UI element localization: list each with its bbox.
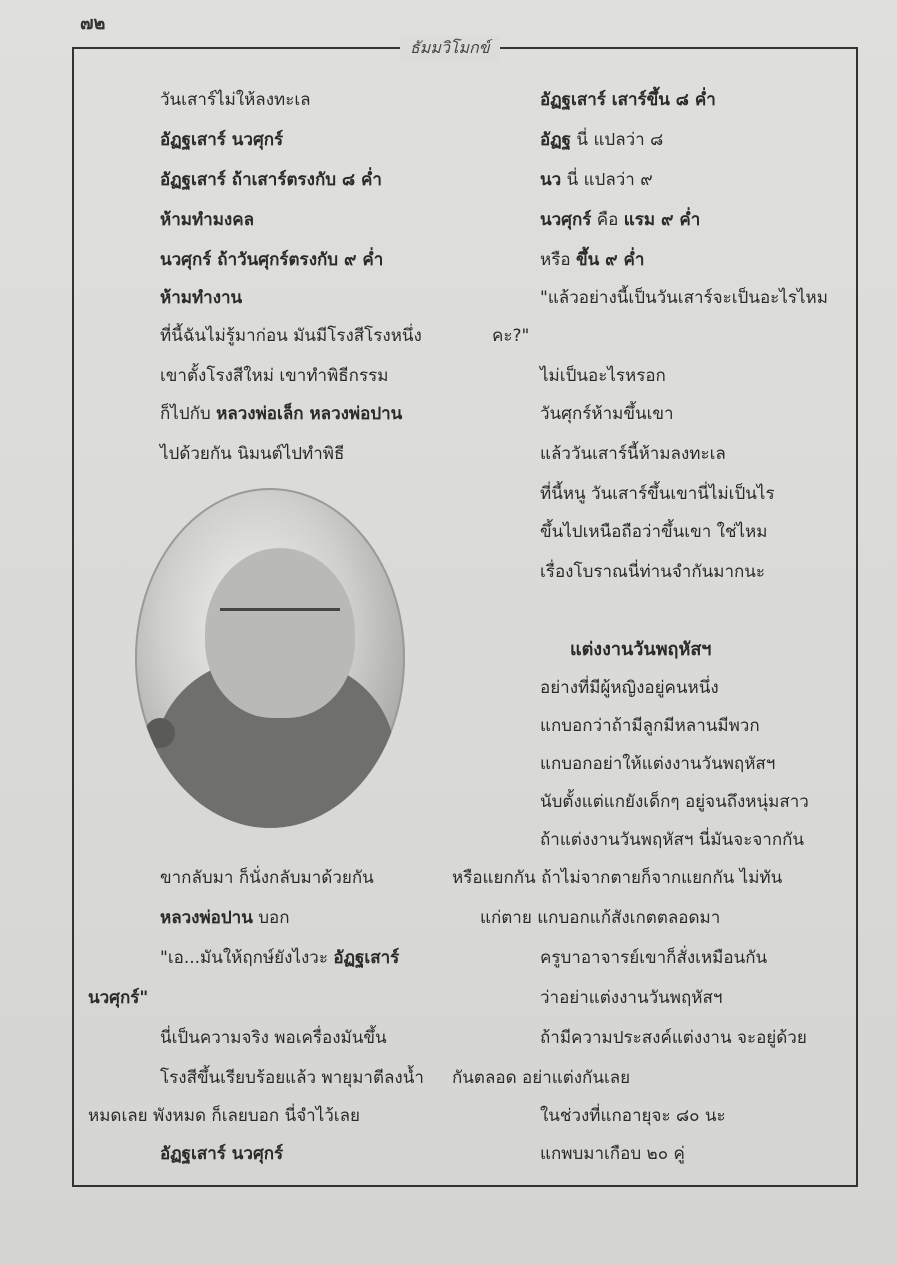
left-bottom-7: หมดเลย พังหมด ก็เลยบอก นี่จำไว้เลย — [88, 1106, 360, 1126]
left-line-2: อัฏฐเสาร์ นวศุกร์ — [160, 130, 284, 150]
left-bottom-3 — [160, 944, 399, 971]
left-line-5: นวศุกร์ ถ้าวันศุกร์ตรงกับ ๙ ค่ำ — [160, 250, 384, 270]
left-line-8: เขาตั้งโรงสีใหม่ เขาทำพิธีกรรม — [160, 366, 389, 386]
left-bottom-3-bold: อัฏฐเสาร์ — [333, 948, 400, 968]
right-line-3 — [540, 166, 653, 193]
left-bottom-1: ขากลับมา ก็นั่งกลับมาด้วยกัน — [160, 868, 374, 888]
right-line-3-plain: นี่ แปลว่า ๙ — [561, 170, 653, 190]
left-bottom-2 — [160, 904, 290, 931]
left-bottom-8: อัฏฐเสาร์ นวศุกร์ — [160, 1144, 284, 1164]
left-bottom-5: นี่เป็นความจริง พอเครื่องมันขึ้น — [160, 1028, 387, 1048]
left-line-4: ห้ามทำมงคล — [160, 210, 255, 230]
running-title: ธัมมวิโมกข์ — [400, 36, 500, 61]
left-line-9 — [160, 400, 402, 427]
section-line-13: แกพบมาเกือบ ๒๐ คู่ — [540, 1144, 685, 1164]
right-line-4 — [540, 206, 700, 233]
left-line-1: วันเสาร์ไม่ให้ลงทะเล — [160, 90, 311, 110]
section-line-9: ว่าอย่าแต่งงานวันพฤหัสฯ — [540, 988, 723, 1008]
right-line-10: ที่นี้หนู วันเสาร์ขึ้นเขานี่ไม่เป็นไร — [540, 484, 775, 504]
microphone-icon — [145, 718, 175, 748]
right-line-12: เรื่องโบราณนี่ท่านจำกันมากนะ — [540, 562, 766, 582]
left-bottom-3-plain: "เอ...มันให้ฤกษ์ยังไงวะ — [160, 948, 334, 968]
right-line-5-plain: หรือ — [540, 250, 576, 270]
section-heading: แต่งงานวันพฤหัสฯ — [570, 639, 712, 660]
left-line-9-plain: ก็ไปกับ — [160, 404, 217, 424]
section-line-4: นับตั้งแต่แกยังเด็กๆ อยู่จนถึงหนุ่มสาว — [540, 792, 809, 812]
section-line-3: แกบอกอย่าให้แต่งงานวันพฤหัสฯ — [540, 754, 776, 774]
right-line-2 — [540, 126, 663, 153]
right-line-2-bold: อัฏฐ — [540, 130, 572, 150]
section-line-6: หรือแยกกัน ถ้าไม่จากตายก็จากแยกกัน ไม่ทัน — [452, 868, 783, 888]
section-line-10: ถ้ามีความประสงค์แต่งงาน จะอยู่ด้วย — [540, 1028, 807, 1048]
right-line-3-bold: นว — [540, 170, 562, 190]
left-bottom-4: นวศุกร์" — [88, 988, 149, 1008]
section-line-2: แกบอกว่าถ้ามีลูกมีหลานมีพวก — [540, 716, 760, 736]
left-bottom-2-bold: หลวงพ่อปาน — [160, 908, 253, 928]
right-line-7: ไม่เป็นอะไรหรอก — [540, 366, 666, 386]
left-line-6: ห้ามทำงาน — [160, 288, 243, 308]
section-line-11: กันตลอด อย่าแต่งกันเลย — [452, 1068, 631, 1088]
right-line-1: อัฏฐเสาร์ เสาร์ขึ้น ๘ ค่ำ — [540, 90, 716, 110]
section-line-1: อย่างที่มีผู้หญิงอยู่คนหนึ่ง — [540, 678, 719, 698]
right-line-8: วันศุกร์ห้ามขึ้นเขา — [540, 404, 674, 424]
left-line-7: ที่นี้ฉันไม่รู้มาก่อน มันมีโรงสีโรงหนึ่ง — [160, 326, 422, 346]
page-number: ๗๒ — [80, 13, 106, 34]
left-line-9-bold: หลวงพ่อเล็ก หลวงพ่อปาน — [216, 404, 403, 424]
section-line-5: ถ้าแต่งงานวันพฤหัสฯ นี่มันจะจากกัน — [540, 830, 805, 850]
left-bottom-6: โรงสีขึ้นเรียบร้อยแล้ว พายุมาตีลงน้ำ — [160, 1068, 424, 1088]
right-line-11: ขึ้นไปเหนือถือว่าขึ้นเขา ใช่ไหม — [540, 522, 768, 542]
section-line-7: แก่ตาย แกบอกแก้สังเกตตลอดมา — [480, 908, 721, 928]
right-line-2-plain: นี่ แปลว่า ๘ — [571, 130, 664, 150]
right-line-5-bold: ขึ้น ๙ ค่ำ — [575, 250, 645, 270]
left-line-3: อัฏฐเสาร์ ถ้าเสาร์ตรงกับ ๘ ค่ำ — [160, 170, 382, 190]
right-line-5 — [540, 246, 644, 273]
left-line-7-ending: คะ?" — [492, 326, 530, 346]
photo-glasses — [220, 608, 340, 641]
section-line-12: ในช่วงที่แกอายุจะ ๘๐ นะ — [540, 1106, 726, 1126]
right-line-6: "แล้วอย่างนี้เป็นวันเสาร์จะเป็นอะไรไหม — [540, 288, 828, 308]
right-line-9: แล้ววันเสาร์นี้ห้ามลงทะเล — [540, 444, 726, 464]
monk-portrait-photo — [135, 488, 405, 828]
right-line-4-bold1: นวศุกร์ — [540, 210, 592, 230]
right-line-4-bold2: แรม ๙ ค่ำ — [623, 210, 701, 230]
left-line-10: ไปด้วยกัน นิมนต์ไปทำพิธี — [160, 444, 345, 464]
right-line-4-plain: คือ — [591, 210, 624, 230]
left-bottom-2-plain: บอก — [252, 908, 290, 928]
section-line-8: ครูบาอาจารย์เขาก็สั่งเหมือนกัน — [540, 948, 768, 968]
